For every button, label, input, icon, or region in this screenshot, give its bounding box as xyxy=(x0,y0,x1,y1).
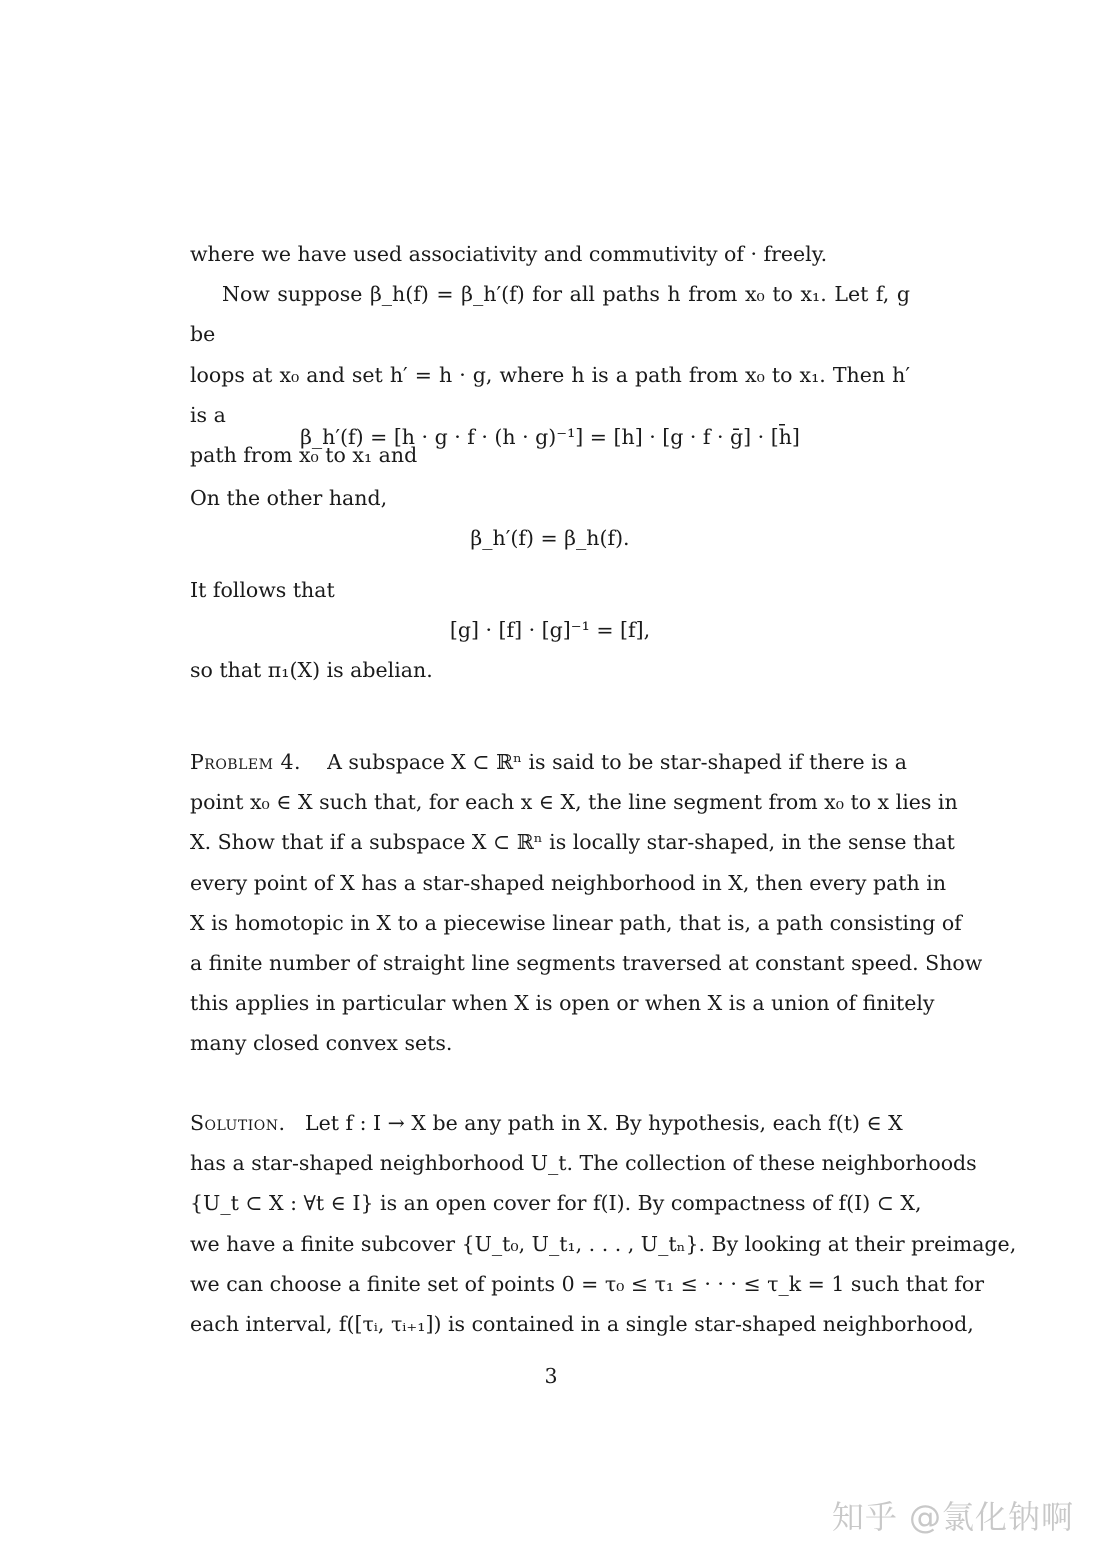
text-line: we have a finite subcover {U_t₀, U_t₁, . . . , U_tₙ}. By looking at their preimage, xyxy=(190,1231,1017,1256)
text-line: every point of X has a star-shaped neighborhood in X, then every path in xyxy=(190,870,947,895)
watermark: 知乎 @氯化钠啊 xyxy=(831,1498,1074,1536)
paragraph-follows xyxy=(190,570,910,691)
problem-4 xyxy=(190,742,983,1064)
text-line: so that π₁(X) is abelian. xyxy=(190,658,433,683)
solution xyxy=(190,1103,1017,1344)
text-line: each interval, f([τᵢ, τᵢ₊₁]) is contained in a single star-shaped neighborhood, xyxy=(190,1312,974,1337)
solution-label: Solution. xyxy=(190,1111,286,1135)
display-equation: β_h′(f) = [h · g · f · (h · g)⁻¹] = [h] · [g · f · ḡ] · [h̄] xyxy=(300,425,800,449)
text-line: {U_t ⊂ X : ∀t ∈ I} is an open cover for f(I). By compactness of f(I) ⊂ X, xyxy=(190,1191,922,1216)
page-number: 3 xyxy=(544,1364,558,1388)
text-line: this applies in particular when X is open or when X is a union of finitely xyxy=(190,991,935,1016)
text-line: where we have used associativity and commutivity of · freely. xyxy=(190,242,828,266)
text-line: many closed convex sets. xyxy=(190,1031,453,1056)
text-line: point x₀ ∈ X such that, for each x ∈ X, the line segment from x₀ to x lies in xyxy=(190,790,958,815)
text-line: On the other hand, xyxy=(190,486,388,510)
solution-text: Let f : I → X be any path in X. By hypothesis, each f(t) ∈ X xyxy=(305,1111,903,1135)
problem-label: Problem 4. xyxy=(190,750,302,774)
problem-text: A subspace X ⊂ ℝⁿ is said to be star-shaped if there is a xyxy=(327,750,907,774)
text-line: a finite number of straight line segments traversed at constant speed. Show xyxy=(190,951,983,976)
paragraph-other-hand xyxy=(190,478,910,558)
text-line: Now suppose β_h(f) = β_h′(f) for all paths h from x₀ to x₁. Let f, g be xyxy=(190,282,910,347)
text-line: loops at x₀ and set h′ = h · g, where h is a path from x₀ to x₁. Then h′ is a xyxy=(190,362,910,427)
text-line xyxy=(190,742,910,782)
text-line xyxy=(190,1103,910,1143)
equation-1 xyxy=(190,417,910,457)
display-equation: β_h′(f) = β_h(f). xyxy=(470,526,630,551)
text-line: It follows that xyxy=(190,578,335,602)
text-line: we can choose a finite set of points 0 = τ₀ ≤ τ₁ ≤ · · · ≤ τ_k = 1 such that for xyxy=(190,1271,984,1296)
text-line: has a star-shaped neighborhood U_t. The collection of these neighborhoods xyxy=(190,1151,977,1176)
text-line: path from x₀ to x₁ and xyxy=(190,443,418,468)
text-line: X. Show that if a subspace X ⊂ ℝⁿ is locally star-shaped, in the sense that xyxy=(190,830,955,855)
display-equation: [g] · [f] · [g]⁻¹ = [f], xyxy=(449,618,651,643)
text-line: X is homotopic in X to a piecewise linear path, that is, a path consisting of xyxy=(190,910,962,935)
